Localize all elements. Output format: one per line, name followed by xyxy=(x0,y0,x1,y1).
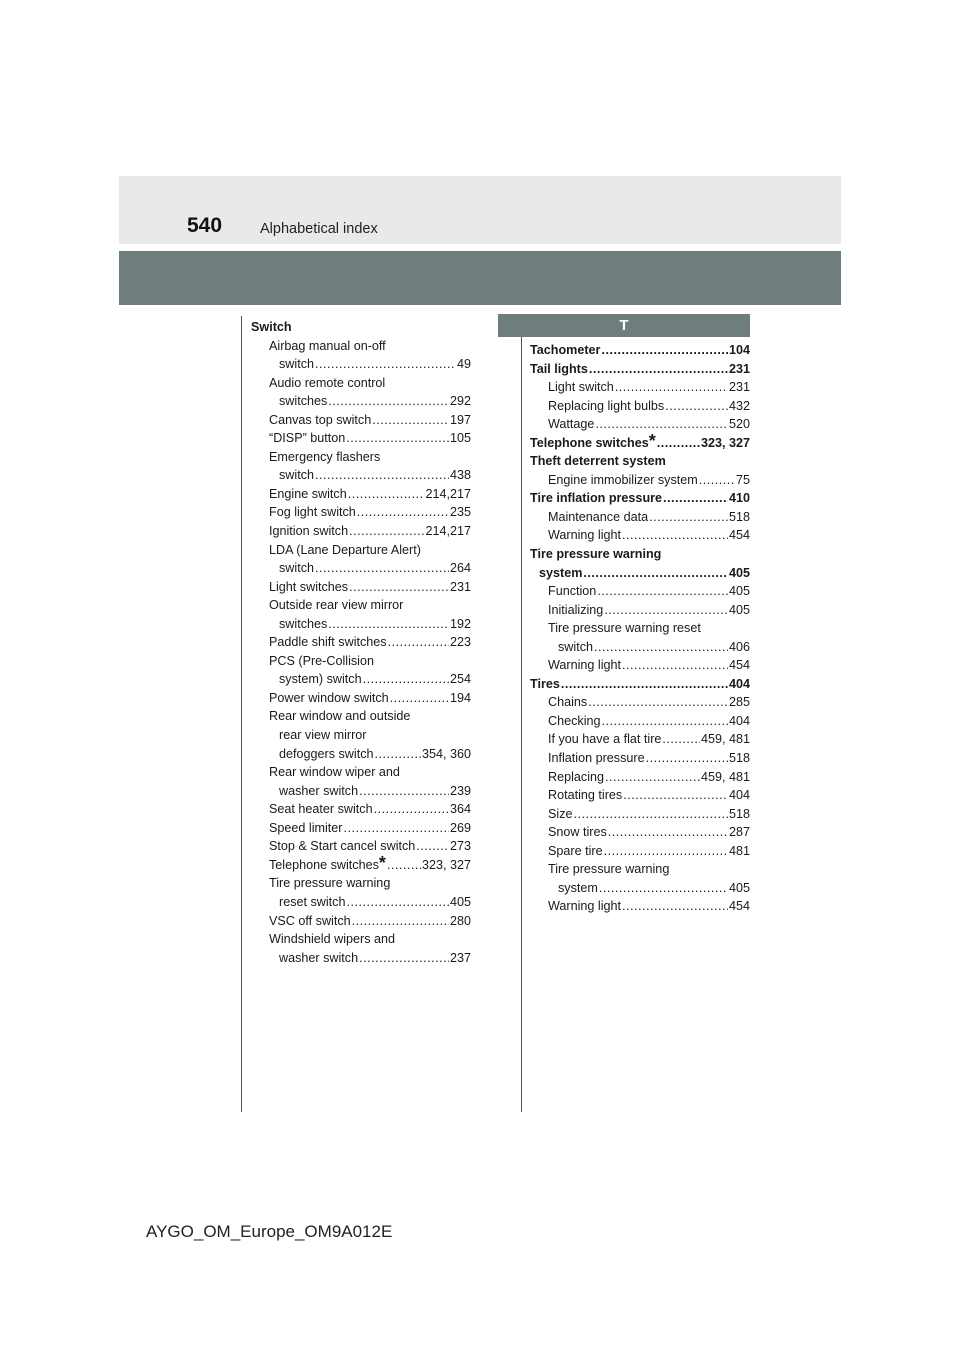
entry-page-ref: 438 xyxy=(449,468,471,483)
index-column-right xyxy=(530,341,750,916)
footnote-star: * xyxy=(378,852,386,873)
entry-term: Size xyxy=(548,806,573,821)
entry-term: Switch xyxy=(251,320,292,334)
entry-term: Airbag manual on-off xyxy=(269,338,386,353)
index-entry xyxy=(251,633,471,652)
dot-leader xyxy=(623,786,728,805)
index-entry xyxy=(530,805,750,824)
index-entry xyxy=(530,508,750,527)
entry-page-ref: 214,217 xyxy=(425,486,471,501)
dot-leader xyxy=(315,355,456,374)
index-entry xyxy=(251,837,471,856)
entry-term: switches xyxy=(279,616,328,631)
footnote-star: * xyxy=(648,430,656,451)
entry-term: switches xyxy=(279,394,328,409)
dot-leader xyxy=(348,485,425,504)
entry-page-ref: 364 xyxy=(449,802,471,817)
index-entry xyxy=(530,489,750,508)
entry-term: Tire pressure warning xyxy=(548,862,670,877)
entry-page-ref: 459, 481 xyxy=(700,769,750,784)
index-column-left xyxy=(251,318,471,967)
dot-leader xyxy=(615,378,728,397)
entry-term: defoggers switch xyxy=(279,746,374,761)
entry-term: system) switch xyxy=(279,672,362,687)
index-entry xyxy=(251,930,471,949)
dot-leader xyxy=(388,633,449,652)
entry-term: Tail lights xyxy=(530,361,588,376)
dot-leader xyxy=(602,712,728,731)
dot-leader xyxy=(344,819,449,838)
dot-leader xyxy=(601,341,728,360)
entry-term: Paddle shift switches xyxy=(269,635,387,650)
entry-term: washer switch xyxy=(279,783,359,798)
index-entry xyxy=(530,360,750,379)
index-entry xyxy=(530,693,750,712)
dot-leader xyxy=(665,397,728,416)
index-entry xyxy=(251,763,471,782)
index-entry xyxy=(530,452,750,471)
dot-leader xyxy=(363,670,449,689)
entry-page-ref: 459, 481 xyxy=(700,732,750,747)
entry-page-ref: 273 xyxy=(449,839,471,854)
dot-leader xyxy=(649,508,728,527)
index-entry xyxy=(530,656,750,675)
dot-leader xyxy=(315,466,449,485)
index-entry xyxy=(251,782,471,801)
index-entry xyxy=(251,874,471,893)
entry-term: Initializing xyxy=(548,602,604,617)
index-entry xyxy=(251,392,471,411)
dot-leader xyxy=(605,768,700,787)
dot-leader xyxy=(646,749,728,768)
entry-term: switch xyxy=(279,561,314,576)
entry-term: Replacing light bulbs xyxy=(548,398,665,413)
dot-leader xyxy=(347,893,449,912)
index-entry xyxy=(251,689,471,708)
index-entry xyxy=(530,430,750,453)
index-entry xyxy=(251,448,471,467)
entry-term: system xyxy=(539,565,583,580)
dot-leader xyxy=(387,856,421,875)
index-entry xyxy=(530,786,750,805)
entry-page-ref: 405 xyxy=(449,894,471,909)
index-entry xyxy=(251,559,471,578)
entry-page-ref: 280 xyxy=(449,913,471,928)
dot-leader xyxy=(608,823,728,842)
dot-leader xyxy=(574,805,728,824)
entry-page-ref: 404 xyxy=(728,676,750,691)
dot-leader xyxy=(589,360,728,379)
entry-term: Rear window and outside xyxy=(269,709,411,724)
dot-leader xyxy=(622,656,728,675)
entry-term: Wattage xyxy=(548,417,595,432)
index-entry xyxy=(251,374,471,393)
index-entry xyxy=(530,638,750,657)
dot-leader xyxy=(657,434,700,453)
entry-page-ref: 520 xyxy=(728,417,750,432)
index-entry xyxy=(251,949,471,968)
entry-term: Outside rear view mirror xyxy=(269,598,404,613)
entry-term: Snow tires xyxy=(548,825,607,840)
left-column-rule xyxy=(241,316,242,1112)
entry-page-ref: 454 xyxy=(728,528,750,543)
entry-term: VSC off switch xyxy=(269,913,351,928)
entry-page-ref: 214,217 xyxy=(425,524,471,539)
entry-term: switch xyxy=(558,639,593,654)
entry-term: Emergency flashers xyxy=(269,449,381,464)
dot-leader xyxy=(349,578,449,597)
entry-term: rear view mirror xyxy=(279,728,367,743)
entry-page-ref: 405 xyxy=(728,880,750,895)
index-entry xyxy=(251,745,471,764)
index-entry xyxy=(251,670,471,689)
entry-page-ref: 49 xyxy=(456,357,471,372)
index-entry xyxy=(530,526,750,545)
index-entry xyxy=(251,912,471,931)
index-entry xyxy=(530,675,750,694)
entry-term: Checking xyxy=(548,713,601,728)
entry-term: switch xyxy=(279,468,314,483)
entry-term: Telephone switches xyxy=(269,857,379,872)
index-entry xyxy=(530,415,750,434)
entry-term: Tires xyxy=(530,676,560,691)
index-entry xyxy=(251,485,471,504)
index-entry xyxy=(251,596,471,615)
entry-page-ref: 406 xyxy=(728,639,750,654)
entry-term: Replacing xyxy=(548,769,605,784)
entry-page-ref: 194 xyxy=(449,690,471,705)
entry-term: “DISP” button xyxy=(269,431,346,446)
entry-page-ref: 197 xyxy=(449,412,471,427)
entry-term: Warning light xyxy=(548,899,622,914)
index-entry xyxy=(530,879,750,898)
entry-page-ref: 285 xyxy=(728,695,750,710)
index-entry xyxy=(530,749,750,768)
dot-leader xyxy=(357,503,449,522)
entry-term: Chains xyxy=(548,695,588,710)
index-entry xyxy=(530,897,750,916)
index-entry xyxy=(251,819,471,838)
index-entry xyxy=(530,768,750,787)
entry-term: Tire pressure warning xyxy=(269,876,391,891)
entry-page-ref: 223 xyxy=(449,635,471,650)
entry-page-ref: 239 xyxy=(449,783,471,798)
index-entry xyxy=(251,852,471,875)
dot-leader xyxy=(416,837,449,856)
entry-page-ref: 323, 327 xyxy=(700,435,750,450)
entry-term: Warning light xyxy=(548,658,622,673)
index-entry xyxy=(251,337,471,356)
index-entry xyxy=(530,842,750,861)
index-entry xyxy=(530,582,750,601)
entry-page-ref: 231 xyxy=(728,361,750,376)
dot-leader xyxy=(622,526,728,545)
entry-term: Tachometer xyxy=(530,343,601,357)
entry-term: Seat heater switch xyxy=(269,802,373,817)
index-entry xyxy=(251,893,471,912)
dot-leader xyxy=(315,559,449,578)
entry-page-ref: 432 xyxy=(728,398,750,413)
entry-page-ref: 231 xyxy=(728,380,750,395)
entry-term: Speed limiter xyxy=(269,820,343,835)
entry-term: Light switch xyxy=(548,380,614,395)
header-band xyxy=(119,176,841,244)
document-code: AYGO_OM_Europe_OM9A012E xyxy=(146,1222,393,1241)
section-band xyxy=(119,251,841,305)
index-entry xyxy=(530,397,750,416)
entry-page-ref: 269 xyxy=(449,820,471,835)
entry-term: Windshield wipers and xyxy=(269,932,395,947)
index-entry xyxy=(251,726,471,745)
dot-leader xyxy=(583,564,728,583)
index-entry xyxy=(251,355,471,374)
entry-term: Theft deterrent system xyxy=(530,454,666,469)
index-entry xyxy=(251,522,471,541)
index-entry xyxy=(251,503,471,522)
index-entry xyxy=(251,800,471,819)
entry-term: Maintenance data xyxy=(548,509,649,524)
entry-page-ref: 254 xyxy=(449,672,471,687)
index-entry xyxy=(251,466,471,485)
entry-page-ref: 237 xyxy=(449,950,471,965)
entry-term: Ignition switch xyxy=(269,524,349,539)
entry-page-ref: 192 xyxy=(449,616,471,631)
index-entry xyxy=(251,578,471,597)
entry-term: Tire inflation pressure xyxy=(530,491,663,506)
entry-term: Inflation pressure xyxy=(548,751,645,766)
entry-page-ref: 518 xyxy=(728,751,750,766)
dot-leader xyxy=(375,745,421,764)
entry-page-ref: 231 xyxy=(449,579,471,594)
dot-leader xyxy=(346,429,449,448)
dot-leader xyxy=(604,842,728,861)
dot-leader xyxy=(372,411,449,430)
entry-term: system xyxy=(558,880,598,895)
entry-term: switch xyxy=(279,357,314,372)
index-entry xyxy=(530,712,750,731)
index-entry xyxy=(251,318,471,337)
index-entry xyxy=(530,471,750,490)
index-entry xyxy=(251,615,471,634)
right-column-rule xyxy=(521,336,522,1112)
index-entry xyxy=(530,601,750,620)
entry-page-ref: 404 xyxy=(728,713,750,728)
entry-term: Canvas top switch xyxy=(269,412,372,427)
entry-term: Fog light switch xyxy=(269,505,356,520)
entry-term: Stop & Start cancel switch xyxy=(269,839,416,854)
entry-term: Engine immobilizer system xyxy=(548,472,698,487)
dot-leader xyxy=(594,638,728,657)
entry-page-ref: 235 xyxy=(449,505,471,520)
dot-leader xyxy=(699,471,735,490)
dot-leader xyxy=(328,392,449,411)
entry-term: Audio remote control xyxy=(269,375,386,390)
dot-leader xyxy=(622,897,728,916)
index-entry xyxy=(530,730,750,749)
entry-page-ref: 410 xyxy=(728,491,750,506)
dot-leader xyxy=(390,689,449,708)
entry-page-ref: 287 xyxy=(728,825,750,840)
page-number: 540 xyxy=(187,214,223,237)
index-entry xyxy=(251,652,471,671)
entry-term: PCS (Pre-Collision xyxy=(269,653,374,668)
entry-page-ref: 323, 327 xyxy=(421,857,471,872)
entry-page-ref: 405 xyxy=(728,602,750,617)
section-letter-tab: T xyxy=(498,314,750,337)
entry-term: Rear window wiper and xyxy=(269,765,400,780)
page-title: Alphabetical index xyxy=(260,221,378,237)
entry-term: Tire pressure warning xyxy=(530,547,662,562)
entry-page-ref: 454 xyxy=(728,658,750,673)
index-entry xyxy=(530,860,750,879)
dot-leader xyxy=(663,489,728,508)
index-entry xyxy=(530,823,750,842)
index-entry xyxy=(530,564,750,583)
dot-leader xyxy=(588,693,728,712)
entry-term: LDA (Lane Departure Alert) xyxy=(269,542,421,557)
dot-leader xyxy=(328,615,449,634)
entry-page-ref: 518 xyxy=(728,806,750,821)
entry-term: Light switches xyxy=(269,579,349,594)
dot-leader xyxy=(359,782,449,801)
entry-page-ref: 405 xyxy=(728,584,750,599)
entry-term: Rotating tires xyxy=(548,788,623,803)
dot-leader xyxy=(359,949,449,968)
index-entry xyxy=(251,541,471,560)
entry-term: Warning light xyxy=(548,528,622,543)
entry-term: Engine switch xyxy=(269,486,347,501)
entry-term: If you have a flat tire xyxy=(548,732,662,747)
entry-term: washer switch xyxy=(279,950,359,965)
entry-page-ref: 105 xyxy=(449,431,471,446)
entry-page-ref: 264 xyxy=(449,561,471,576)
entry-term: Tire pressure warning reset xyxy=(548,621,701,636)
entry-page-ref: 292 xyxy=(449,394,471,409)
entry-term: Function xyxy=(548,584,597,599)
index-entry xyxy=(251,429,471,448)
dot-leader xyxy=(349,522,424,541)
dot-leader xyxy=(561,675,728,694)
entry-term: Telephone switches xyxy=(530,435,649,450)
entry-page-ref: 354, 360 xyxy=(421,746,471,761)
dot-leader xyxy=(374,800,449,819)
entry-term: Spare tire xyxy=(548,843,603,858)
index-entry xyxy=(530,619,750,638)
entry-page-ref: 518 xyxy=(728,509,750,524)
entry-term: Power window switch xyxy=(269,690,389,705)
entry-page-ref: 75 xyxy=(735,472,750,487)
entry-page-ref: 454 xyxy=(728,899,750,914)
index-entry xyxy=(251,411,471,430)
entry-page-ref: 481 xyxy=(728,843,750,858)
index-entry xyxy=(251,707,471,726)
dot-leader xyxy=(599,879,728,898)
dot-leader xyxy=(662,730,700,749)
entry-term: reset switch xyxy=(279,894,346,909)
index-entry xyxy=(530,378,750,397)
entry-page-ref: 405 xyxy=(728,565,750,580)
dot-leader xyxy=(595,415,728,434)
dot-leader xyxy=(352,912,449,931)
index-entry xyxy=(530,341,750,360)
dot-leader xyxy=(597,582,728,601)
dot-leader xyxy=(604,601,728,620)
entry-page-ref: 104 xyxy=(728,343,750,357)
entry-page-ref: 404 xyxy=(728,788,750,803)
index-entry xyxy=(530,545,750,564)
